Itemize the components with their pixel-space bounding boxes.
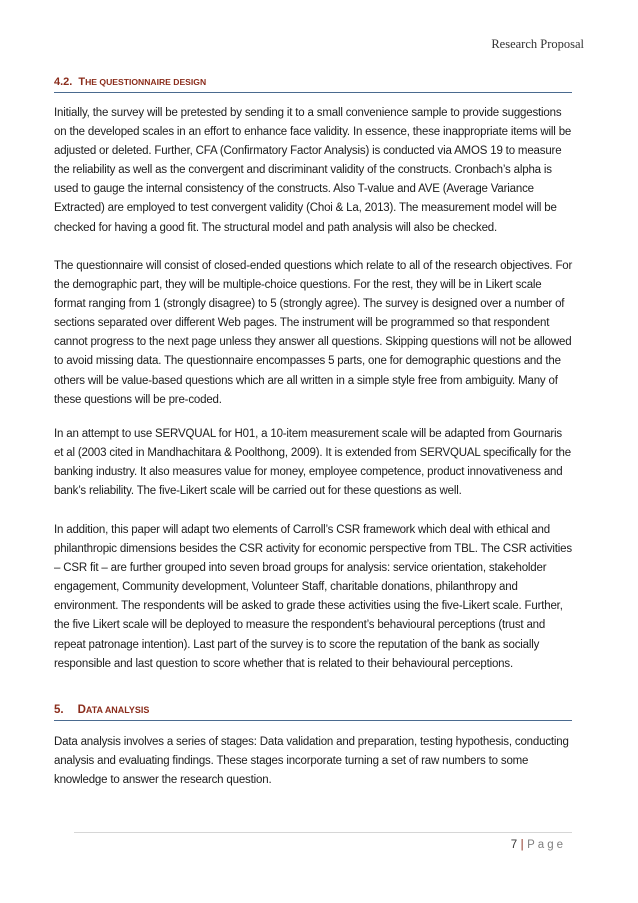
page-label: Page [527,839,566,851]
paragraph-servqual: In an attempt to use SERVQUAL for H01, a 10-item measurement scale will be adapted from Gournaris et al (2003 cited in Mandhachitara & Poolthong, 2009). It is extended from SERVQUAL specifically for the banking industry. It also measures value for money, employee competence, product innovativeness and bank’s reliability. The five-Likert scale will be carried out for these questions as well. [54,428,571,498]
section-title-rest: HE QUESTIONNAIRE DESIGN [85,77,207,87]
paragraph-data-analysis: Data analysis involves a series of stages: Data validation and preparation, testing hypothesis, conducting analysis and evaluating findings. These stages incorporate turning a set of raw numbers to some knowledge to answer the research question. [54,736,569,787]
page-footer [511,839,566,851]
page-number: 7 [510,839,518,851]
section-number: 5. [54,704,64,716]
section-heading-questionnaire-design [54,76,572,93]
section-heading-data-analysis [54,704,572,721]
section-number: 4.2. [54,76,73,88]
section-title-rest: ATA ANALYSIS [85,705,150,715]
footer-separator: | [520,839,525,851]
section-title-initial: T [78,76,86,88]
paragraph-csr: In addition, this paper will adapt two elements of Carroll’s CSR framework which deal with ethical and philanthropic dimensions besides the CSR activity for economic perspective from TBL. The CSR activities – CSR fit – are further grouped into seven broad groups for analysis: service orientation, stakeholder engagement, Community development, Volunteer Staff, charitable donations, philanthropy and environment. The respondents will be asked to grade these activities using the five-Likert scale. Further, the five Likert scale will be deployed to measure the respondent’s behavioural perceptions (trust and repeat patronage intention). Last part of the survey is to score the reputation of the bank as socially responsible and last question to score whether that is related to their behavioural perceptions. [54,524,572,670]
paragraph-pretest: Initially, the survey will be pretested by sending it to a small convenience sample to provide suggestions on the developed scales in an effort to enhance face validity. In essence, these inappropriate items will be adjusted or deleted. Further, CFA (Confirmatory Factor Analysis) is conducted via AMOS 19 to measure the reliability as well as the convergent and discriminant validity of the constructs. Cronbach’s alpha is used to gauge the internal consistency of the constructs. Also T-value and AVE (Average Variance Extracted) are employed to test convergent validity (Choi & La, 2013). The measurement model will be checked for having a good fit. The structural model and path analysis will also be checked. [54,107,572,234]
footer-divider [74,832,572,833]
paragraph-questionnaire: The questionnaire will consist of closed-ended questions which relate to all of the research objectives. For the demographic part, they will be multiple-choice questions. For the rest, they will be in Likert scale format ranging from 1 (strongly disagree) to 5 (strongly agree). The survey is designed over a number of sections separated over different Web pages. The instrument will be programmed so that respondent cannot progress to the next page unless they answer all questions. Skipping questions will not be allowed to avoid missing data. The questionnaire encompasses 5 parts, one for demographic questions and the others will be value-based questions which are all written in a simple style free from ambiguity. Many of these questions will be pre-coded. [54,260,573,406]
running-header: Research Proposal [491,37,584,51]
section-title-initial: D [77,704,86,716]
